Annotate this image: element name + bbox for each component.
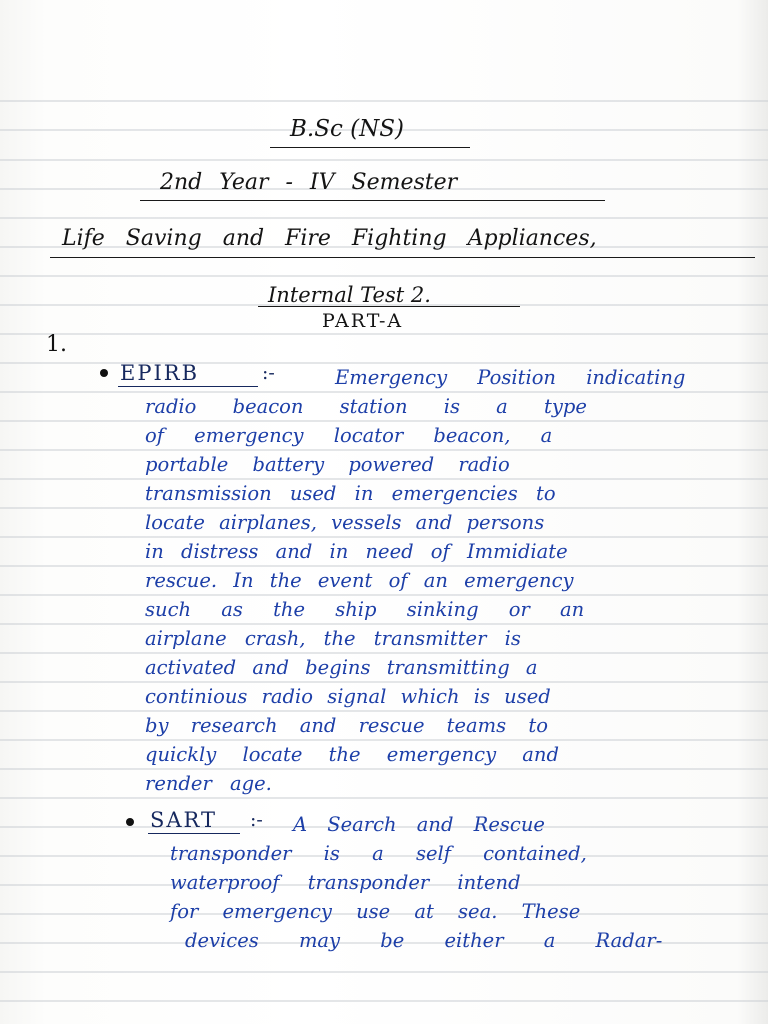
epirb-line-1: Emergency Position indicating (335, 366, 686, 389)
sart-separator: :- (250, 809, 263, 831)
sart-line-1: A Search and Rescue (293, 813, 545, 836)
course-title: B.Sc (NS) (290, 116, 404, 142)
sart-line-4: for emergency use at sea. These (170, 900, 581, 923)
epirb-line-15: render age. (145, 772, 272, 795)
epirb-underline (118, 386, 258, 387)
sart-label: SART (150, 808, 218, 832)
epirb-line-13: by research and rescue teams to (145, 714, 548, 737)
sart-underline (148, 833, 240, 834)
epirb-line-10: airplane crash, the transmitter is (145, 627, 521, 650)
sart-line-5: devices may be either a Radar- (185, 929, 663, 952)
epirb-line-5: transmission used in emergencies to (145, 482, 556, 505)
epirb-line-14: quickly locate the emergency and (145, 743, 559, 766)
test-title: Internal Test 2. (268, 283, 431, 307)
question-number: 1. (46, 332, 67, 357)
test-underline (258, 306, 520, 307)
sart-line-3: waterproof transponder intend (170, 871, 521, 894)
epirb-line-7: in distress and in need of Immidiate (145, 540, 568, 563)
epirb-line-12: continious radio signal which is used (145, 685, 551, 708)
subject-underline (50, 257, 755, 258)
epirb-line-3: of emergency locator beacon, a (145, 424, 553, 447)
course-underline (270, 147, 470, 148)
epirb-line-2: radio beacon station is a type (145, 395, 587, 418)
part-label: PART-A (322, 310, 404, 332)
bullet-epirb (100, 369, 108, 377)
sart-line-2: transponder is a self contained, (170, 842, 587, 865)
epirb-label: EPIRB (120, 361, 199, 385)
epirb-line-6: locate airplanes, vessels and persons (145, 511, 545, 534)
year-semester: 2nd Year - IV Semester (160, 170, 458, 195)
epirb-separator: :- (262, 362, 275, 384)
bullet-sart (126, 818, 134, 826)
epirb-line-4: portable battery powered radio (145, 453, 510, 476)
epirb-line-8: rescue. In the event of an emergency (145, 569, 574, 592)
subject-title: Life Saving and Fire Fighting Appliances, (62, 226, 597, 251)
epirb-line-11: activated and begins transmitting a (145, 656, 538, 679)
epirb-line-9: such as the ship sinking or an (145, 598, 585, 621)
year-underline (140, 200, 605, 201)
